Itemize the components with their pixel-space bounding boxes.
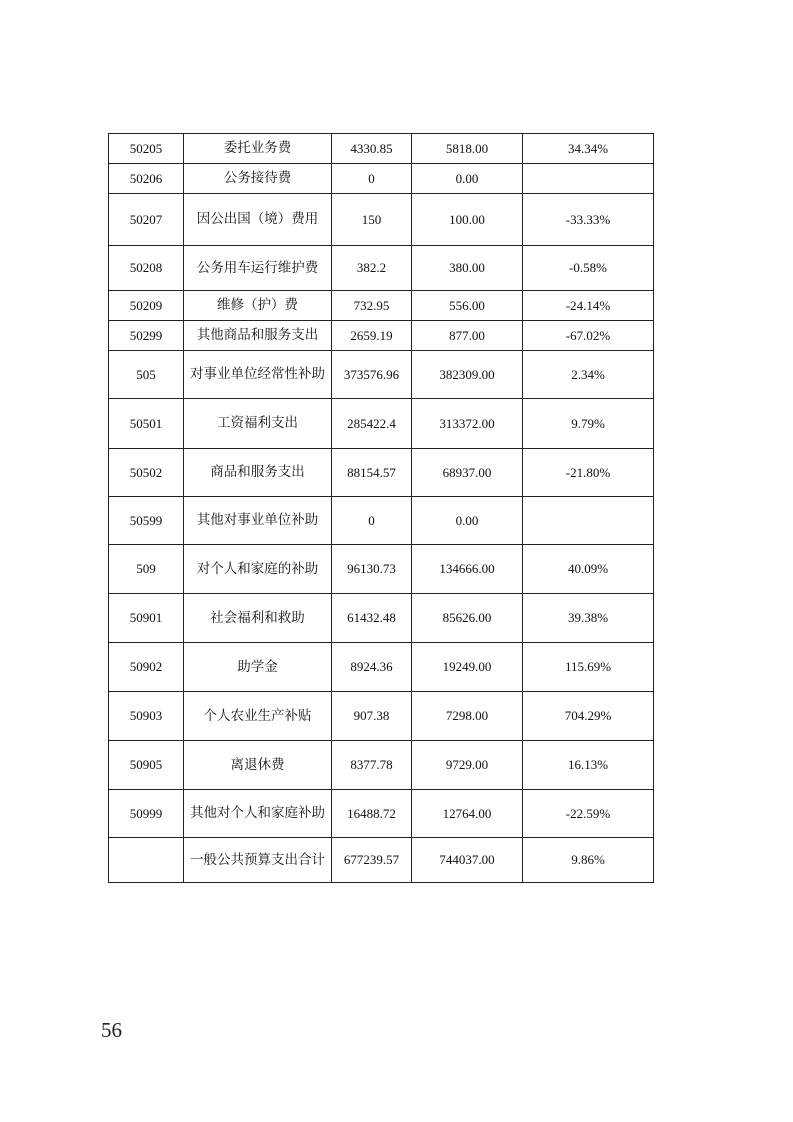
table-row [109, 134, 654, 164]
row-change-cell [523, 164, 654, 194]
row-change-cell: 704.29% [523, 692, 654, 741]
table-row [109, 291, 654, 321]
row-prev-amount-cell: 0 [332, 497, 412, 545]
table-row [109, 351, 654, 399]
row-prev-amount-cell: 373576.96 [332, 351, 412, 399]
row-prev-amount-cell: 4330.85 [332, 134, 412, 164]
row-code-cell: 50901 [109, 594, 184, 643]
row-code-cell: 50207 [109, 194, 184, 246]
table-row [109, 545, 654, 594]
row-prev-amount-cell: 8377.78 [332, 741, 412, 790]
row-prev-amount-cell: 907.38 [332, 692, 412, 741]
row-code-cell: 505 [109, 351, 184, 399]
row-change-cell: 9.86% [523, 838, 654, 883]
row-curr-amount-cell: 9729.00 [412, 741, 523, 790]
row-code-cell: 50502 [109, 449, 184, 497]
row-prev-amount-cell: 2659.19 [332, 321, 412, 351]
row-change-cell: -67.02% [523, 321, 654, 351]
row-code-cell: 50501 [109, 399, 184, 449]
row-change-cell: 16.13% [523, 741, 654, 790]
table-row [109, 838, 654, 883]
row-curr-amount-cell: 313372.00 [412, 399, 523, 449]
table-row [109, 321, 654, 351]
row-prev-amount-cell: 150 [332, 194, 412, 246]
row-code-cell: 50208 [109, 246, 184, 291]
row-code-cell: 50299 [109, 321, 184, 351]
row-curr-amount-cell: 877.00 [412, 321, 523, 351]
table-row [109, 164, 654, 194]
row-curr-amount-cell: 19249.00 [412, 643, 523, 692]
row-prev-amount-cell: 382.2 [332, 246, 412, 291]
table-row [109, 790, 654, 838]
table-row [109, 643, 654, 692]
row-change-cell: 9.79% [523, 399, 654, 449]
row-name-cell: 对事业单位经常性补助 [184, 351, 332, 399]
row-prev-amount-cell: 16488.72 [332, 790, 412, 838]
row-curr-amount-cell: 100.00 [412, 194, 523, 246]
row-prev-amount-cell: 677239.57 [332, 838, 412, 883]
row-change-cell [523, 497, 654, 545]
page-number: 56 [101, 1018, 122, 1042]
row-curr-amount-cell: 0.00 [412, 164, 523, 194]
table-row [109, 594, 654, 643]
row-code-cell: 50999 [109, 790, 184, 838]
row-curr-amount-cell: 382309.00 [412, 351, 523, 399]
row-name-cell: 助学金 [184, 643, 332, 692]
row-change-cell: 115.69% [523, 643, 654, 692]
row-name-cell: 个人农业生产补贴 [184, 692, 332, 741]
row-name-cell: 一般公共预算支出合计 [184, 838, 332, 883]
row-curr-amount-cell: 7298.00 [412, 692, 523, 741]
row-code-cell: 50903 [109, 692, 184, 741]
row-change-cell: 39.38% [523, 594, 654, 643]
row-curr-amount-cell: 556.00 [412, 291, 523, 321]
row-code-cell: 50599 [109, 497, 184, 545]
row-prev-amount-cell: 0 [332, 164, 412, 194]
row-change-cell: -33.33% [523, 194, 654, 246]
row-code-cell: 50205 [109, 134, 184, 164]
table-body [109, 134, 654, 883]
row-prev-amount-cell: 96130.73 [332, 545, 412, 594]
table-row [109, 497, 654, 545]
row-name-cell: 公务接待费 [184, 164, 332, 194]
table-row [109, 741, 654, 790]
row-name-cell: 公务用车运行维护费 [184, 246, 332, 291]
row-name-cell: 因公出国（境）费用 [184, 194, 332, 246]
table-row [109, 194, 654, 246]
row-name-cell: 社会福利和救助 [184, 594, 332, 643]
row-change-cell: -22.59% [523, 790, 654, 838]
row-name-cell: 其他对个人和家庭补助 [184, 790, 332, 838]
row-prev-amount-cell: 61432.48 [332, 594, 412, 643]
row-curr-amount-cell: 12764.00 [412, 790, 523, 838]
table-row [109, 399, 654, 449]
row-name-cell: 其他对事业单位补助 [184, 497, 332, 545]
row-change-cell: 40.09% [523, 545, 654, 594]
row-change-cell: -0.58% [523, 246, 654, 291]
row-prev-amount-cell: 732.95 [332, 291, 412, 321]
row-curr-amount-cell: 5818.00 [412, 134, 523, 164]
row-code-cell: 50902 [109, 643, 184, 692]
row-curr-amount-cell: 0.00 [412, 497, 523, 545]
row-curr-amount-cell: 134666.00 [412, 545, 523, 594]
row-change-cell: -24.14% [523, 291, 654, 321]
row-change-cell: -21.80% [523, 449, 654, 497]
row-name-cell: 离退休费 [184, 741, 332, 790]
row-curr-amount-cell: 85626.00 [412, 594, 523, 643]
table-row [109, 692, 654, 741]
row-code-cell: 509 [109, 545, 184, 594]
row-name-cell: 维修（护）费 [184, 291, 332, 321]
row-prev-amount-cell: 88154.57 [332, 449, 412, 497]
row-code-cell [109, 838, 184, 883]
table-row [109, 449, 654, 497]
row-change-cell: 34.34% [523, 134, 654, 164]
row-curr-amount-cell: 380.00 [412, 246, 523, 291]
row-name-cell: 其他商品和服务支出 [184, 321, 332, 351]
row-curr-amount-cell: 68937.00 [412, 449, 523, 497]
row-code-cell: 50206 [109, 164, 184, 194]
row-code-cell: 50905 [109, 741, 184, 790]
row-prev-amount-cell: 8924.36 [332, 643, 412, 692]
budget-expenditure-table [108, 133, 654, 883]
row-name-cell: 委托业务费 [184, 134, 332, 164]
row-change-cell: 2.34% [523, 351, 654, 399]
row-curr-amount-cell: 744037.00 [412, 838, 523, 883]
row-prev-amount-cell: 285422.4 [332, 399, 412, 449]
row-code-cell: 50209 [109, 291, 184, 321]
row-name-cell: 商品和服务支出 [184, 449, 332, 497]
row-name-cell: 对个人和家庭的补助 [184, 545, 332, 594]
table-row [109, 246, 654, 291]
row-name-cell: 工资福利支出 [184, 399, 332, 449]
